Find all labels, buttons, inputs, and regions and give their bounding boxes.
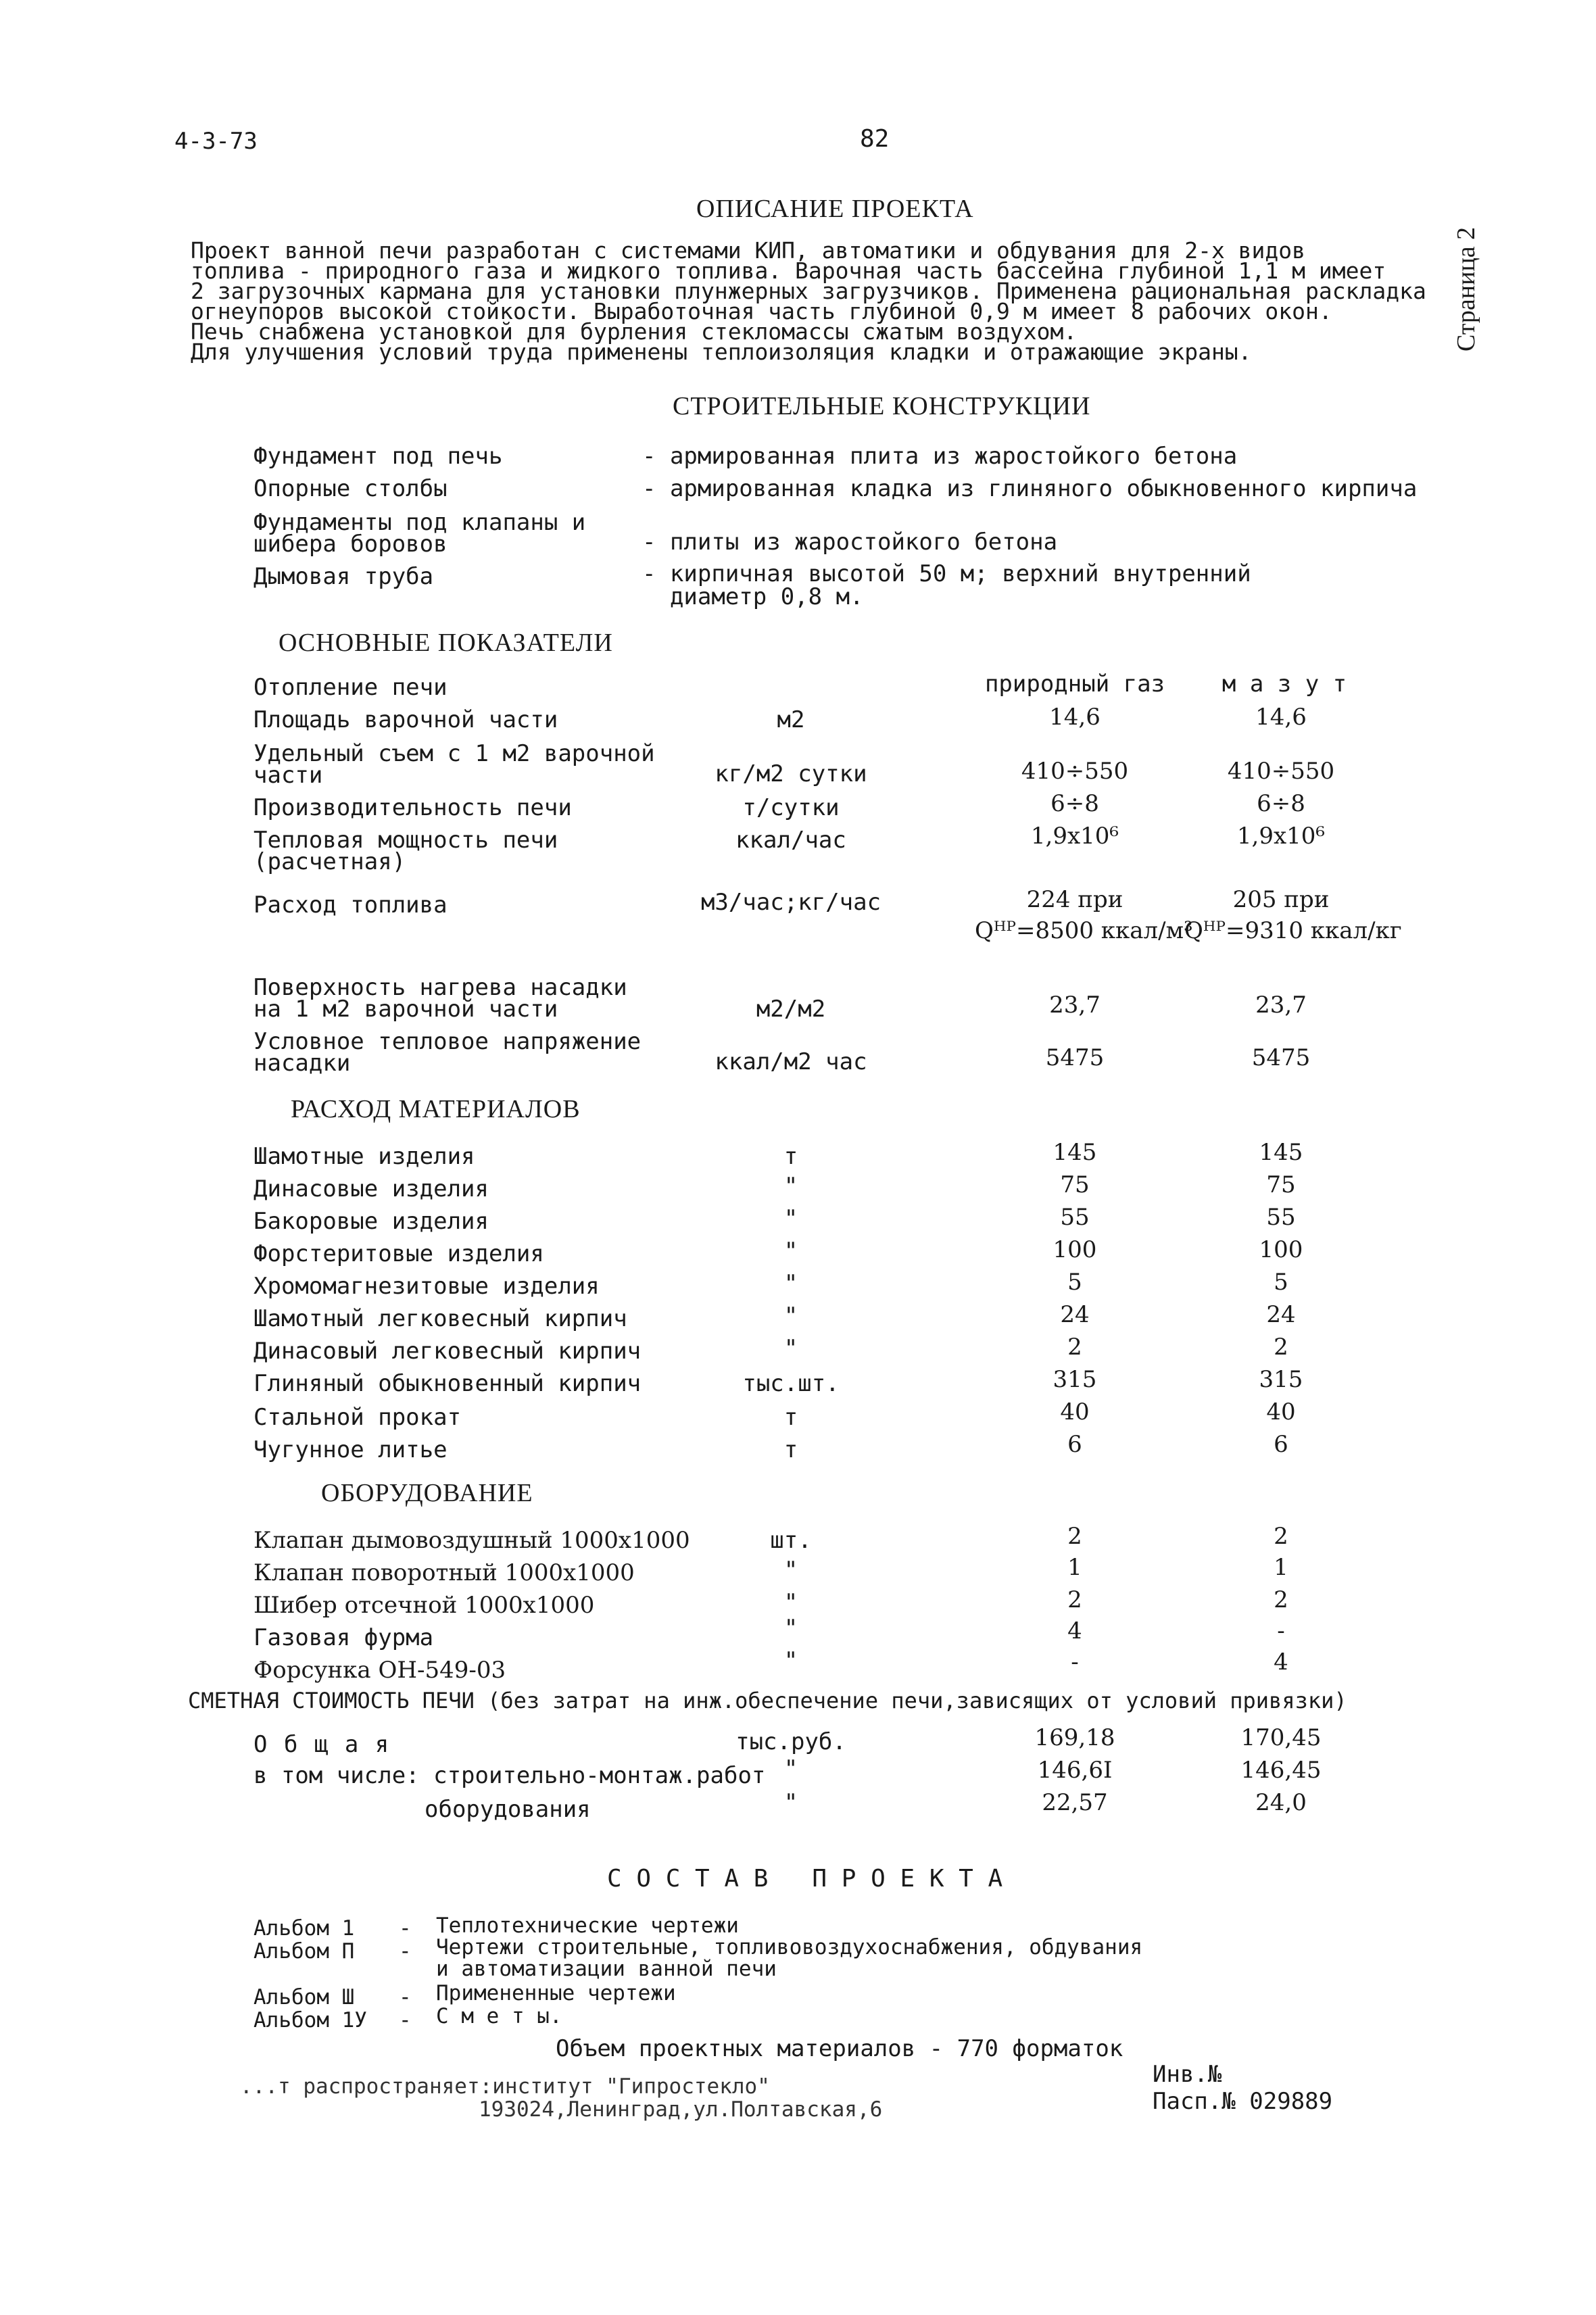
indicator-gas: 224 при [1026,886,1123,913]
equipment-title: ОБОРУДОВАНИЕ [321,1479,533,1507]
material-unit: " [783,1335,798,1362]
equipment-gas: 4 [1067,1617,1082,1644]
cost-gas: 169,18 [1034,1724,1115,1751]
indicator-name: насадки [253,1050,351,1077]
equipment-name: Газовая фурма [253,1624,434,1651]
equipment-unit: " [783,1557,798,1584]
material-unit: " [783,1205,798,1232]
construction-name: шибера боровов [253,531,448,558]
album-desc: Примененные чертежи [436,1981,676,2005]
indicator-oil: 6÷8 [1257,790,1305,817]
material-oil: 24 [1266,1301,1296,1328]
equipment-oil: 2 [1274,1523,1288,1550]
indicator-name: Условное тепловое напряжение [253,1028,642,1055]
description-line: топлива - природного газа и жидкого топлива. Варочная часть бассейна глубиной 1,1 м имеет [191,258,1386,284]
page-number: 82 [860,125,890,153]
material-gas: 145 [1053,1139,1097,1166]
construction-desc: - армированная кладка из глиняного обыкновенного кирпича [642,475,1418,502]
album-desc: Теплотехнические чертежи [436,1914,739,1938]
project-volume: Объем проектных материалов - 770 форматок [556,2035,1123,2062]
construction-name: Дымовая труба [253,563,434,590]
album-label: Альбом 1 [253,1916,355,1941]
indicator-oil: 205 при [1232,886,1330,913]
indicator-unit: т/сутки [742,794,840,821]
equipment-oil: 4 [1274,1649,1288,1676]
indicator-name: Поверхность нагрева насадки [253,974,627,1001]
construction-desc: диаметр 0,8 м. [642,583,864,610]
construction-name: Фундамент под печь [253,443,503,470]
material-oil: 40 [1266,1398,1296,1425]
album-dash: - [399,1916,412,1941]
material-oil: 55 [1266,1204,1296,1231]
material-oil: 5 [1274,1269,1288,1296]
indicator-name: (расчетная) [253,848,406,875]
equipment-oil: - [1277,1617,1285,1644]
indicators-title: ОСНОВНЫЕ ПОКАЗАТЕЛИ [279,629,613,657]
indicator-unit: кг/м2 сутки [715,760,867,787]
construction-desc: - кирпичная высотой 50 м; верхний внутренний [642,560,1251,587]
equipment-oil: 1 [1274,1554,1288,1581]
cost-oil: 146,45 [1240,1757,1322,1784]
material-oil: 100 [1259,1236,1303,1263]
indicator-oil: 23,7 [1255,992,1307,1019]
fuel-gas-note: Qᴴᴾ=8500 ккал/м³ [975,917,1193,944]
material-gas: 40 [1060,1398,1090,1425]
material-gas: 315 [1053,1366,1097,1393]
description-line: 2 загрузочных кармана для установки плунжерных загрузчиков. Применена рациональная раскладка [191,278,1426,304]
material-oil: 6 [1274,1431,1288,1458]
indicator-oil: 14,6 [1255,704,1307,731]
material-gas: 55 [1060,1204,1090,1231]
cost-unit: " [783,1789,798,1816]
fuel-oil-note: Qᴴᴾ=9310 ккал/кг [1184,917,1402,944]
album-dash: - [399,1985,412,2009]
indicator-gas: 6÷8 [1050,790,1099,817]
material-name: Шамотный легковесный кирпич [253,1305,627,1332]
side-page-label: Страница 2 [1452,226,1480,351]
description-title: ОПИСАНИЕ ПРОЕКТА [696,195,974,223]
indicator-gas: 23,7 [1049,992,1101,1019]
description-paragraph [191,237,1426,365]
col-natural-gas: природный газ [984,671,1165,698]
cost-name: оборудования [425,1796,591,1823]
material-unit: т [783,1143,798,1170]
indicator-unit: ккал/час [735,827,846,854]
material-oil: 2 [1274,1334,1288,1361]
material-unit: " [783,1173,798,1200]
col-fuel-oil: м а з у т [1222,671,1347,698]
description-line: огнеупоров высокой стойкости. Выработочная часть глубиной 0,9 м имеет 8 рабочих окон. [191,298,1332,324]
indicator-name: Площадь варочной части [253,706,558,733]
equipment-unit: " [783,1589,798,1616]
indicator-name: Тепловая мощность печи [253,827,558,854]
material-name: Форстеритовые изделия [253,1240,544,1267]
indicator-oil: 410÷550 [1227,758,1335,785]
material-name: Чугунное литье [253,1436,448,1463]
equipment-unit: " [783,1647,798,1674]
material-gas: 5 [1067,1269,1082,1296]
material-gas: 24 [1060,1301,1090,1328]
indicator-unit: ккал/м2 час [715,1048,867,1075]
indicator-name: Производительность печи [253,794,572,821]
album-desc: Чертежи строительные, топливовоздухоснабжения, обдувания [436,1935,1143,1959]
indicator-gas: 410÷550 [1021,758,1129,785]
equipment-gas: 2 [1067,1523,1082,1550]
material-name: Хромомагнезитовые изделия [253,1273,600,1300]
material-name: Стальной прокат [253,1404,462,1431]
indicator-name: Удельный съем с 1 м2 варочной [253,740,655,767]
indicator-name: части [253,762,323,789]
document-code: 4-3-73 [174,128,258,155]
distributor-line-2: 193024,Ленинград,ул.Полтавская,6 [479,2097,883,2122]
indicator-unit: м3/час;кг/час [700,889,881,916]
material-oil: 145 [1259,1139,1303,1166]
album-dash: - [399,1939,412,1964]
indicator-oil: 5475 [1251,1044,1311,1071]
material-gas: 100 [1053,1236,1097,1263]
indicator-unit: м2/м2 [756,996,826,1023]
indicator-name: на 1 м2 варочной части [253,996,558,1023]
materials-title: РАСХОД МАТЕРИАЛОВ [291,1095,581,1123]
album-label: Альбом П [253,1939,355,1964]
indicator-gas: 1,9x10⁶ [1030,823,1119,850]
equipment-unit: шт. [770,1527,812,1554]
material-unit: тыс.шт. [742,1370,840,1397]
indicator-gas: 5475 [1045,1044,1105,1071]
album-dash: - [399,2008,412,2032]
cost-title: СМЕТНАЯ СТОИМОСТЬ ПЕЧИ (без затрат на инж.обеспечение печи,зависящих от условий привязки) [188,1688,1347,1713]
cost-oil: 24,0 [1255,1789,1307,1816]
material-oil: 315 [1259,1366,1303,1393]
material-gas: 6 [1067,1431,1082,1458]
material-name: Динасовый легковесный кирпич [253,1338,642,1365]
construction-desc: - армированная плита из жаростойкого бетона [642,443,1238,470]
material-gas: 75 [1060,1171,1090,1198]
cost-unit: тыс.руб. [735,1728,846,1755]
cost-gas: 22,57 [1042,1789,1108,1816]
equipment-name: Форсунка ОН-549-03 [253,1657,506,1684]
equipment-gas: 2 [1067,1586,1082,1613]
equipment-gas: - [1071,1649,1079,1676]
equipment-oil: 2 [1274,1586,1288,1613]
indicator-name: Расход топлива [253,892,448,919]
material-unit: т [783,1436,798,1463]
description-line: Проект ванной печи разработан с системами КИП, автоматики и обдувания для 2-х видов [191,237,1306,264]
construction-name: Опорные столбы [253,475,448,502]
equipment-gas: 1 [1067,1554,1082,1581]
cost-gas: 146,6I [1037,1757,1113,1784]
inventory-number: Инв.№ [1153,2061,1222,2088]
description-line: Для улучшения условий труда применены теплоизоляция кладки и отражающие экраны. [191,339,1252,365]
indicators-col-label: Отопление печи [253,674,448,701]
construction-title: СТРОИТЕЛЬНЫЕ КОНСТРУКЦИИ [673,392,1091,420]
material-gas: 2 [1067,1334,1082,1361]
indicator-gas: 14,6 [1049,704,1101,731]
material-oil: 75 [1266,1171,1296,1198]
cost-oil: 170,45 [1240,1724,1322,1751]
material-name: Глиняный обыкновенный кирпич [253,1370,642,1397]
album-desc: С м е т ы. [436,2004,562,2028]
material-unit: " [783,1270,798,1297]
material-name: Динасовые изделия [253,1175,489,1202]
material-unit: " [783,1238,798,1265]
indicator-oil: 1,9x10⁶ [1236,823,1326,850]
album-label: Альбом Ш [253,1985,355,2009]
material-unit: т [783,1404,798,1431]
cost-name: в том числе: строительно-монтаж.работ [253,1762,766,1789]
composition-title: С О С Т А В П Р О Е К Т А [607,1865,1003,1893]
description-line: Печь снабжена установкой для бурления стекломассы сжатым воздухом. [191,318,1078,345]
construction-name: Фундаменты под клапаны и [253,509,586,536]
equipment-name: Клапан поворотный 1000x1000 [253,1559,635,1586]
material-name: Бакоровые изделия [253,1208,489,1235]
equipment-name: Клапан дымовоздушный 1000x1000 [253,1527,690,1554]
cost-name: О б щ а я [253,1731,391,1758]
passport-number: Пасп.№ 029889 [1153,2088,1333,2115]
album-label: Альбом 1У [253,2008,367,2032]
indicator-unit: м2 [777,706,805,733]
album-desc: и автоматизации ванной печи [436,1957,777,1981]
material-unit: " [783,1302,798,1330]
distributor-line-1: ...т распространяет:институт "Гипростекло" [240,2074,770,2099]
equipment-unit: " [783,1615,798,1642]
construction-desc: - плиты из жаростойкого бетона [642,529,1058,556]
cost-unit: " [783,1755,798,1782]
material-name: Шамотные изделия [253,1143,475,1170]
equipment-name: Шибер отсечной 1000x1000 [253,1592,595,1619]
